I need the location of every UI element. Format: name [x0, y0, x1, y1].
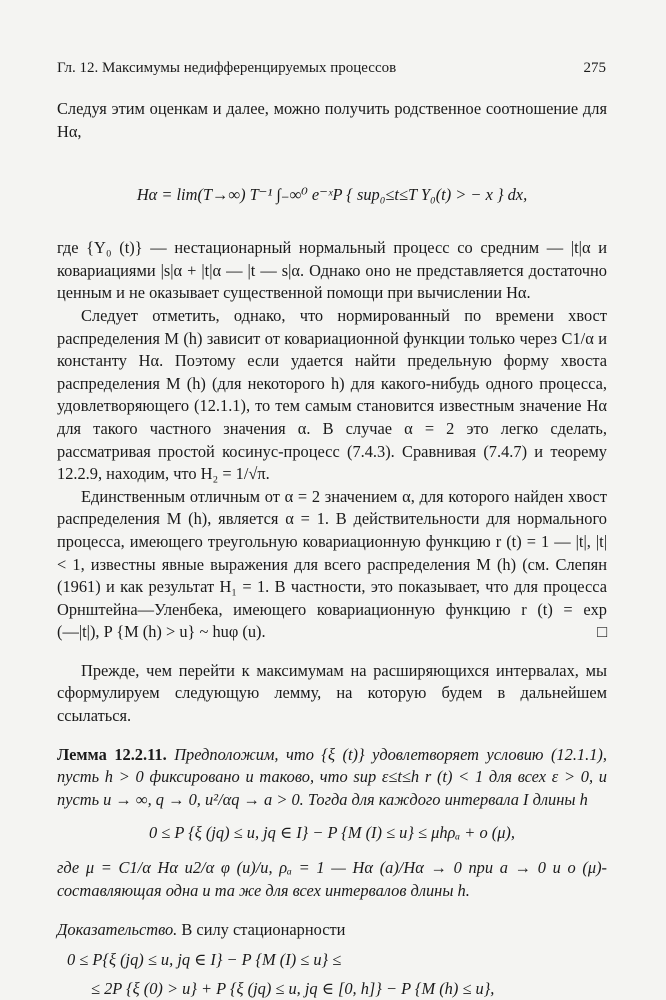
equation-h-alpha: Hα = lim(T→∞) T⁻¹ ∫₋∞⁰ e⁻ˣP { sup₀≤t≤T Y₀(t) > − x } dx, [136, 185, 528, 205]
spacer [57, 903, 607, 919]
running-header [57, 60, 606, 84]
lemma-heading: Лемма 12.2.11. [57, 744, 167, 764]
lemma-statement [57, 744, 607, 812]
proof-text: В силу стационарности [181, 919, 346, 939]
spacer [57, 728, 607, 744]
proof-inequality-line-1: 0 ≤ P{ξ (jq) ≤ u, jq ∈ I} − P {M (I) ≤ u} ≤ [67, 950, 342, 970]
lemma-tail: где μ = C1/α Hα u2/α φ (u)/u, ρₐ = 1 — Hα (a)/Hα → 0 при a → 0 и o (μ)-составляющая одна и та же для всех интервалов длины h. [57, 858, 607, 901]
proof-paragraph [57, 919, 607, 942]
lemma-text: Предположим, что {ξ (t)} удовлетворяет условию (12.1.1), пусть h > 0 фиксировано и таково, что sup ε≤t≤h r (t) < 1 для всех ε > 0, и пусть u → ∞, q → 0, u²/αq → a > 0. Тогда для каждого интервала I длины h [57, 744, 607, 809]
page-body [57, 98, 607, 1000]
spacer [57, 644, 607, 660]
lemma-inequality: 0 ≤ P {ξ (jq) ≤ u, jq ∈ I} − P {M (I) ≤ u} ≤ μhρₐ + o (μ), [149, 823, 515, 843]
end-of-proof-mark: □ [597, 622, 607, 642]
paragraph-1: Следуя этим оценкам и далее, можно получить родственное соотношение для Hα, [57, 99, 607, 141]
paragraph-4 [57, 486, 607, 644]
proof-inequality-line-2: ≤ 2P {ξ (0) > u} + P {ξ (jq) ≤ u, jq ∈ [0, h]} − P {M (h) ≤ u}, [91, 978, 495, 998]
paragraph-3: Следует отметить, однако, что нормированный по времени хвост распределения M (h) зависит от ковариационной функции только через C1/α и константу Hα. Поэтому если удается найти предельную форму хвоста распределения M (h) (для некоторого h) для какого-нибудь одного процесса, удовлетворяющего (12.1.1), то тем самым становится известным значение Hα для такого частного значения α. В случае α = 2 это легко сделать, рассматривая простой косинус-процесс (7.4.3). Сравнивая (7.4.7) и теорему 12.2.9, находим, что H₂ = 1/√π. [57, 305, 607, 484]
paragraph-2: где {Y₀ (t)} — нестационарный нормальный процесс со средним — |t|α и ковариациями |s|α + |t|α — |t — s|α. Однако оно не представляется достаточно ценным и не оказывает существенной помощи при вычислении Hα. [57, 238, 607, 303]
page-number: 275 [583, 60, 606, 76]
proof-heading: Доказательство. [57, 919, 178, 939]
paragraph-4-text: Единственным отличным от α = 2 значением α, для которого найден хвост распределения M (h), является α = 1. В действительности для нормального процесса, имеющего треугольную ковариационную функцию r (t) = 1 — |t|, |t| < 1, известны явные выражения для всего распределения M (h) (см. Слепян (1961) и как результат H₁ = 1. В частности, это показывает, что для процесса Орнштейна—Уленбека, имеющего ковариационную функцию r (t) = exp (—|t|), P {M (h) > u} ~ huφ (u). [57, 486, 607, 642]
chapter-title: Гл. 12. Максимумы недифференцируемых процессов [57, 60, 397, 76]
paragraph-5: Прежде, чем перейти к максимумам на расширяющихся интервалах, мы сформулируем следующую лемму, на которую будем в дальнейшем ссылаться. [57, 660, 607, 726]
